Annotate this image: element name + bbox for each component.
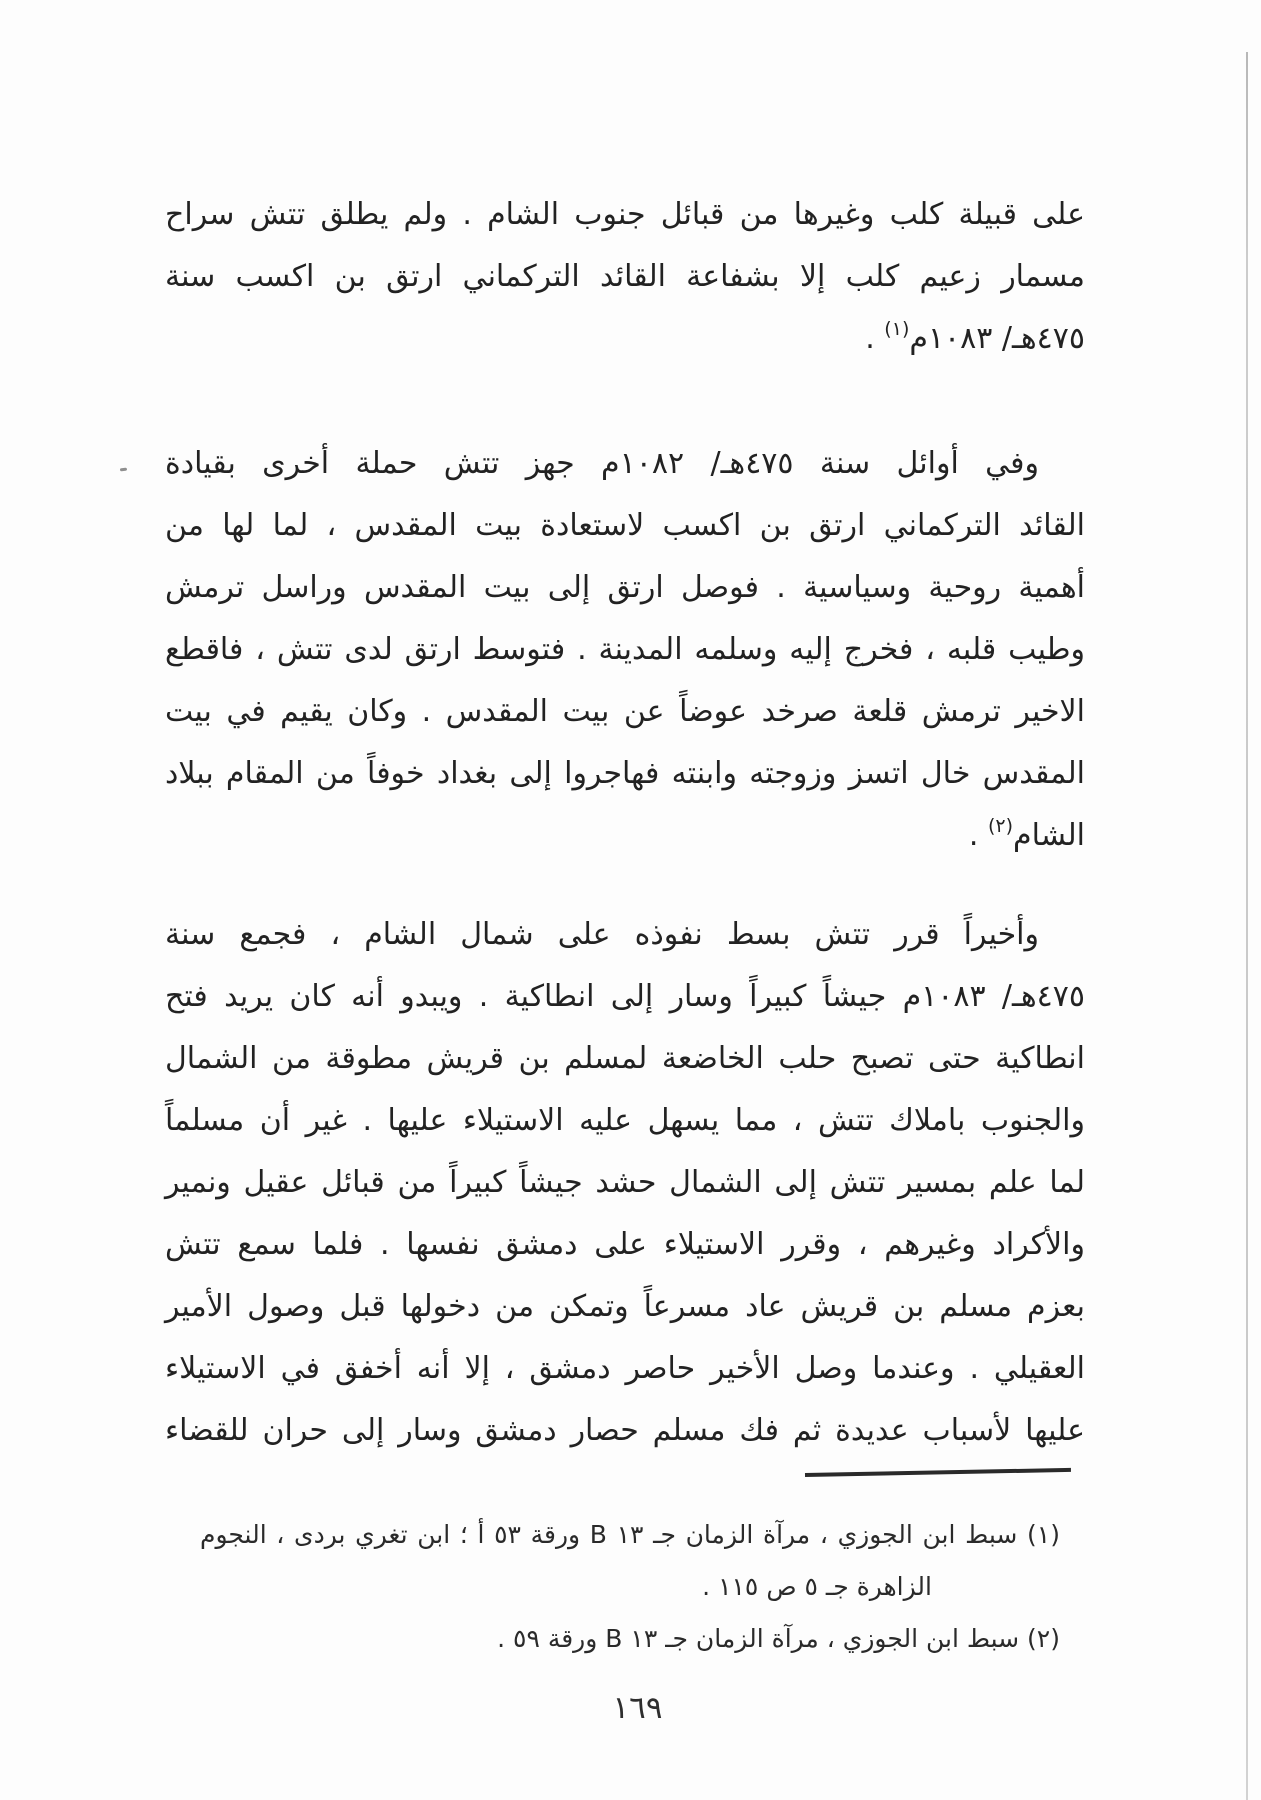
text-line: ٤٧٥هـ/ ١٠٨٣م جيشاً كبيراً وسار إلى انطاكية . ويبدو أنه كان يريد فتح xyxy=(165,979,1085,1014)
footnote-1-line-1: (١) سبط ابن الجوزي ، مرآة الزمان جـ ١٣ B ورقة ٥٣ أ ؛ ابن تغري بردى ، النجوم xyxy=(200,1520,1060,1549)
paragraph-2 xyxy=(165,433,1085,867)
footnote-1-line-2: الزاهرة جـ ٥ ص ١١٥ . xyxy=(702,1572,932,1601)
text-line: المقدس خال اتسز وزوجته وابنته فهاجروا إلى بغداد خوفاً من المقام ببلاد xyxy=(165,756,1085,791)
footnotes-section xyxy=(200,1509,1060,1665)
text-line: وأخيراً قرر تتش بسط نفوذه على شمال الشام ، فجمع سنة xyxy=(165,917,1039,952)
main-text xyxy=(165,184,1085,1462)
text-line: بعزم مسلم بن قريش عاد مسرعاً وتمكن من دخولها قبل وصول الأمير xyxy=(165,1289,1085,1324)
text-line: مسمار زعيم كلب إلا بشفاعة القائد التركماني ارتق بن اكسب سنة xyxy=(165,259,1085,294)
text-line xyxy=(165,308,1085,370)
footnote-divider xyxy=(805,1468,1071,1477)
text-line xyxy=(165,805,1085,867)
text-line: عليها لأسباب عديدة ثم فك مسلم حصار دمشق وسار إلى حران للقضاء xyxy=(165,1413,1085,1448)
date-text: ٤٧٥هـ/ ١٠٨٣م xyxy=(909,321,1085,356)
text-line: والجنوب باملاك تتش ، مما يسهل عليه الاستيلاء عليها . غير أن مسلماً xyxy=(165,1103,1085,1138)
footnote-2: (٢) سبط ابن الجوزي ، مرآة الزمان جـ ١٣ B ورقة ٥٩ . xyxy=(497,1624,1060,1653)
sentence-end: . xyxy=(865,321,885,356)
text-line: أهمية روحية وسياسية . فوصل ارتق إلى بيت المقدس وراسل ترمش xyxy=(165,570,1085,605)
sentence-end: . xyxy=(968,818,988,853)
word-text: الشام xyxy=(1013,818,1085,853)
ink-speck xyxy=(120,468,127,472)
text-line: والأكراد وغيرهم ، وقرر الاستيلاء على دمشق نفسها . فلما سمع تتش xyxy=(165,1227,1085,1262)
scan-edge-line xyxy=(1246,52,1248,1800)
paragraph-1 xyxy=(165,184,1085,370)
text-line: انطاكية حتى تصبح حلب الخاضعة لمسلم بن قريش مطوقة من الشمال xyxy=(165,1041,1085,1076)
text-line: وطيب قلبه ، فخرج إليه وسلمه المدينة . فتوسط ارتق لدى تتش ، فاقطع xyxy=(165,632,1085,667)
text-line: الاخير ترمش قلعة صرخد عوضاً عن بيت المقدس . وكان يقيم في بيت xyxy=(165,694,1085,729)
text-line: وفي أوائل سنة ٤٧٥هـ/ ١٠٨٢م جهز تتش حملة أخرى بقيادة xyxy=(165,446,1039,481)
footnote-ref-2: (٢) xyxy=(987,815,1014,837)
footnote-ref-1: (١) xyxy=(884,318,910,340)
text-line: لما علم بمسير تتش إلى الشمال حشد جيشاً كبيراً من قبائل عقيل ونمير xyxy=(165,1165,1085,1200)
text-line: العقيلي . وعندما وصل الأخير حاصر دمشق ، إلا أنه أخفق في الاستيلاء xyxy=(165,1351,1085,1386)
paragraph-3 xyxy=(165,904,1085,1462)
text-line: القائد التركماني ارتق بن اكسب لاستعادة بيت المقدس ، لما لها من xyxy=(165,508,1085,543)
text-line: على قبيلة كلب وغيرها من قبائل جنوب الشام . ولم يطلق تتش سراح xyxy=(165,197,1085,232)
page-number: ١٦٩ xyxy=(612,1690,663,1726)
